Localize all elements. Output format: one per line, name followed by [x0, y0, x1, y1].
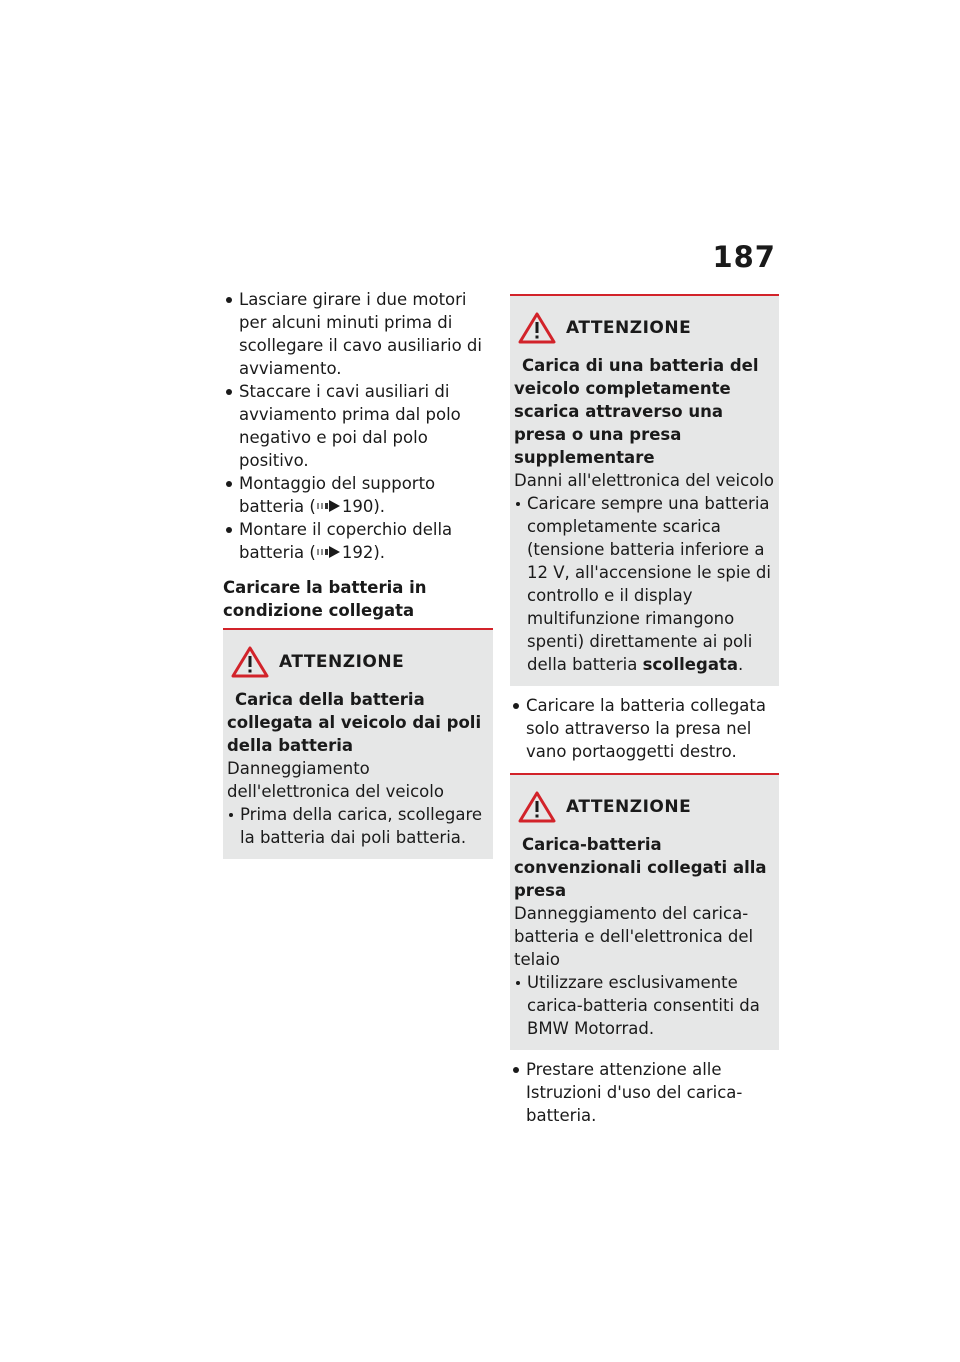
warning-list [514, 971, 775, 1040]
warning-list [514, 492, 775, 676]
list-item: Utilizzare esclusivamente carica-batteria consentiti da BMW Motorrad. [514, 971, 775, 1040]
warning-title: ATTENZIONE [566, 317, 692, 338]
warning-list [227, 803, 489, 849]
warning-header [514, 785, 775, 829]
warning-subtitle: Carica di una batteria del veicolo completamente scarica attraverso una presa o una presa supplementare [514, 356, 759, 467]
list-item [514, 492, 775, 676]
list-item-end: . [737, 655, 744, 674]
left-column [223, 288, 493, 859]
warning-header [514, 306, 775, 350]
warning-box [223, 628, 493, 859]
warning-title: ATTENZIONE [566, 796, 692, 817]
page-reference-arrow-icon [316, 545, 342, 559]
list-item: Lasciare girare i due motori per alcuni minuti prima di scollegare il cavo ausiliario di avviamento. [223, 288, 493, 380]
list-item [223, 472, 493, 518]
list-item-end: ). [373, 497, 386, 516]
bullet-list [223, 288, 493, 564]
warning-title: ATTENZIONE [279, 651, 405, 672]
list-item: Staccare i cavi ausiliari di avviamento prima dal polo negativo e poi dal polo positivo. [223, 380, 493, 472]
warning-triangle-icon [231, 646, 269, 678]
list-item: Prestare attenzione alle Istruzioni d'uso del carica-batteria. [510, 1058, 779, 1127]
list-item-text: Montare il coperchio della batteria ( [239, 520, 453, 562]
list-item-end: ). [373, 543, 386, 562]
page-reference[interactable]: 192 [341, 543, 374, 562]
page-reference-arrow-icon [316, 499, 342, 513]
warning-triangle-icon [518, 791, 556, 823]
warning-box [510, 294, 779, 686]
emphasis-text: scollegata [642, 655, 738, 674]
warning-body: Danneggiamento dell'elettronica del veicolo [227, 759, 444, 801]
page-reference[interactable]: 190 [341, 497, 374, 516]
warning-header [227, 640, 489, 684]
warning-body: Danneggiamento del carica-batteria e dell'elettronica del telaio [514, 904, 754, 969]
warning-subtitle: Carica della batteria collegata al veicolo dai poli della batteria [227, 690, 482, 755]
list-item-text: Montaggio del supporto batteria ( [239, 474, 436, 516]
page-number: 187 [712, 240, 776, 274]
warning-body: Danni all'elettronica del veicolo [514, 471, 774, 490]
bullet-list [510, 1058, 779, 1127]
list-item [223, 518, 493, 564]
warning-triangle-icon [518, 312, 556, 344]
warning-subtitle: Carica-batteria convenzionali collegati alla presa [514, 835, 767, 900]
list-item-text: Caricare sempre una batteria completamente scarica (tensione batteria inferiore a 12 V, all'accensione le spie di controllo e il display multifunzione rimangono spenti) direttamente ai poli della batteria [527, 494, 771, 674]
list-item: Caricare la batteria collegata solo attraverso la presa nel vano portaoggetti destro. [510, 694, 779, 763]
bullet-list [510, 694, 779, 763]
list-item: Prima della carica, scollegare la batteria dai poli batteria. [227, 803, 489, 849]
warning-box [510, 773, 779, 1050]
section-heading: Caricare la batteria in condizione collegata [223, 578, 427, 620]
right-column [510, 294, 779, 1127]
